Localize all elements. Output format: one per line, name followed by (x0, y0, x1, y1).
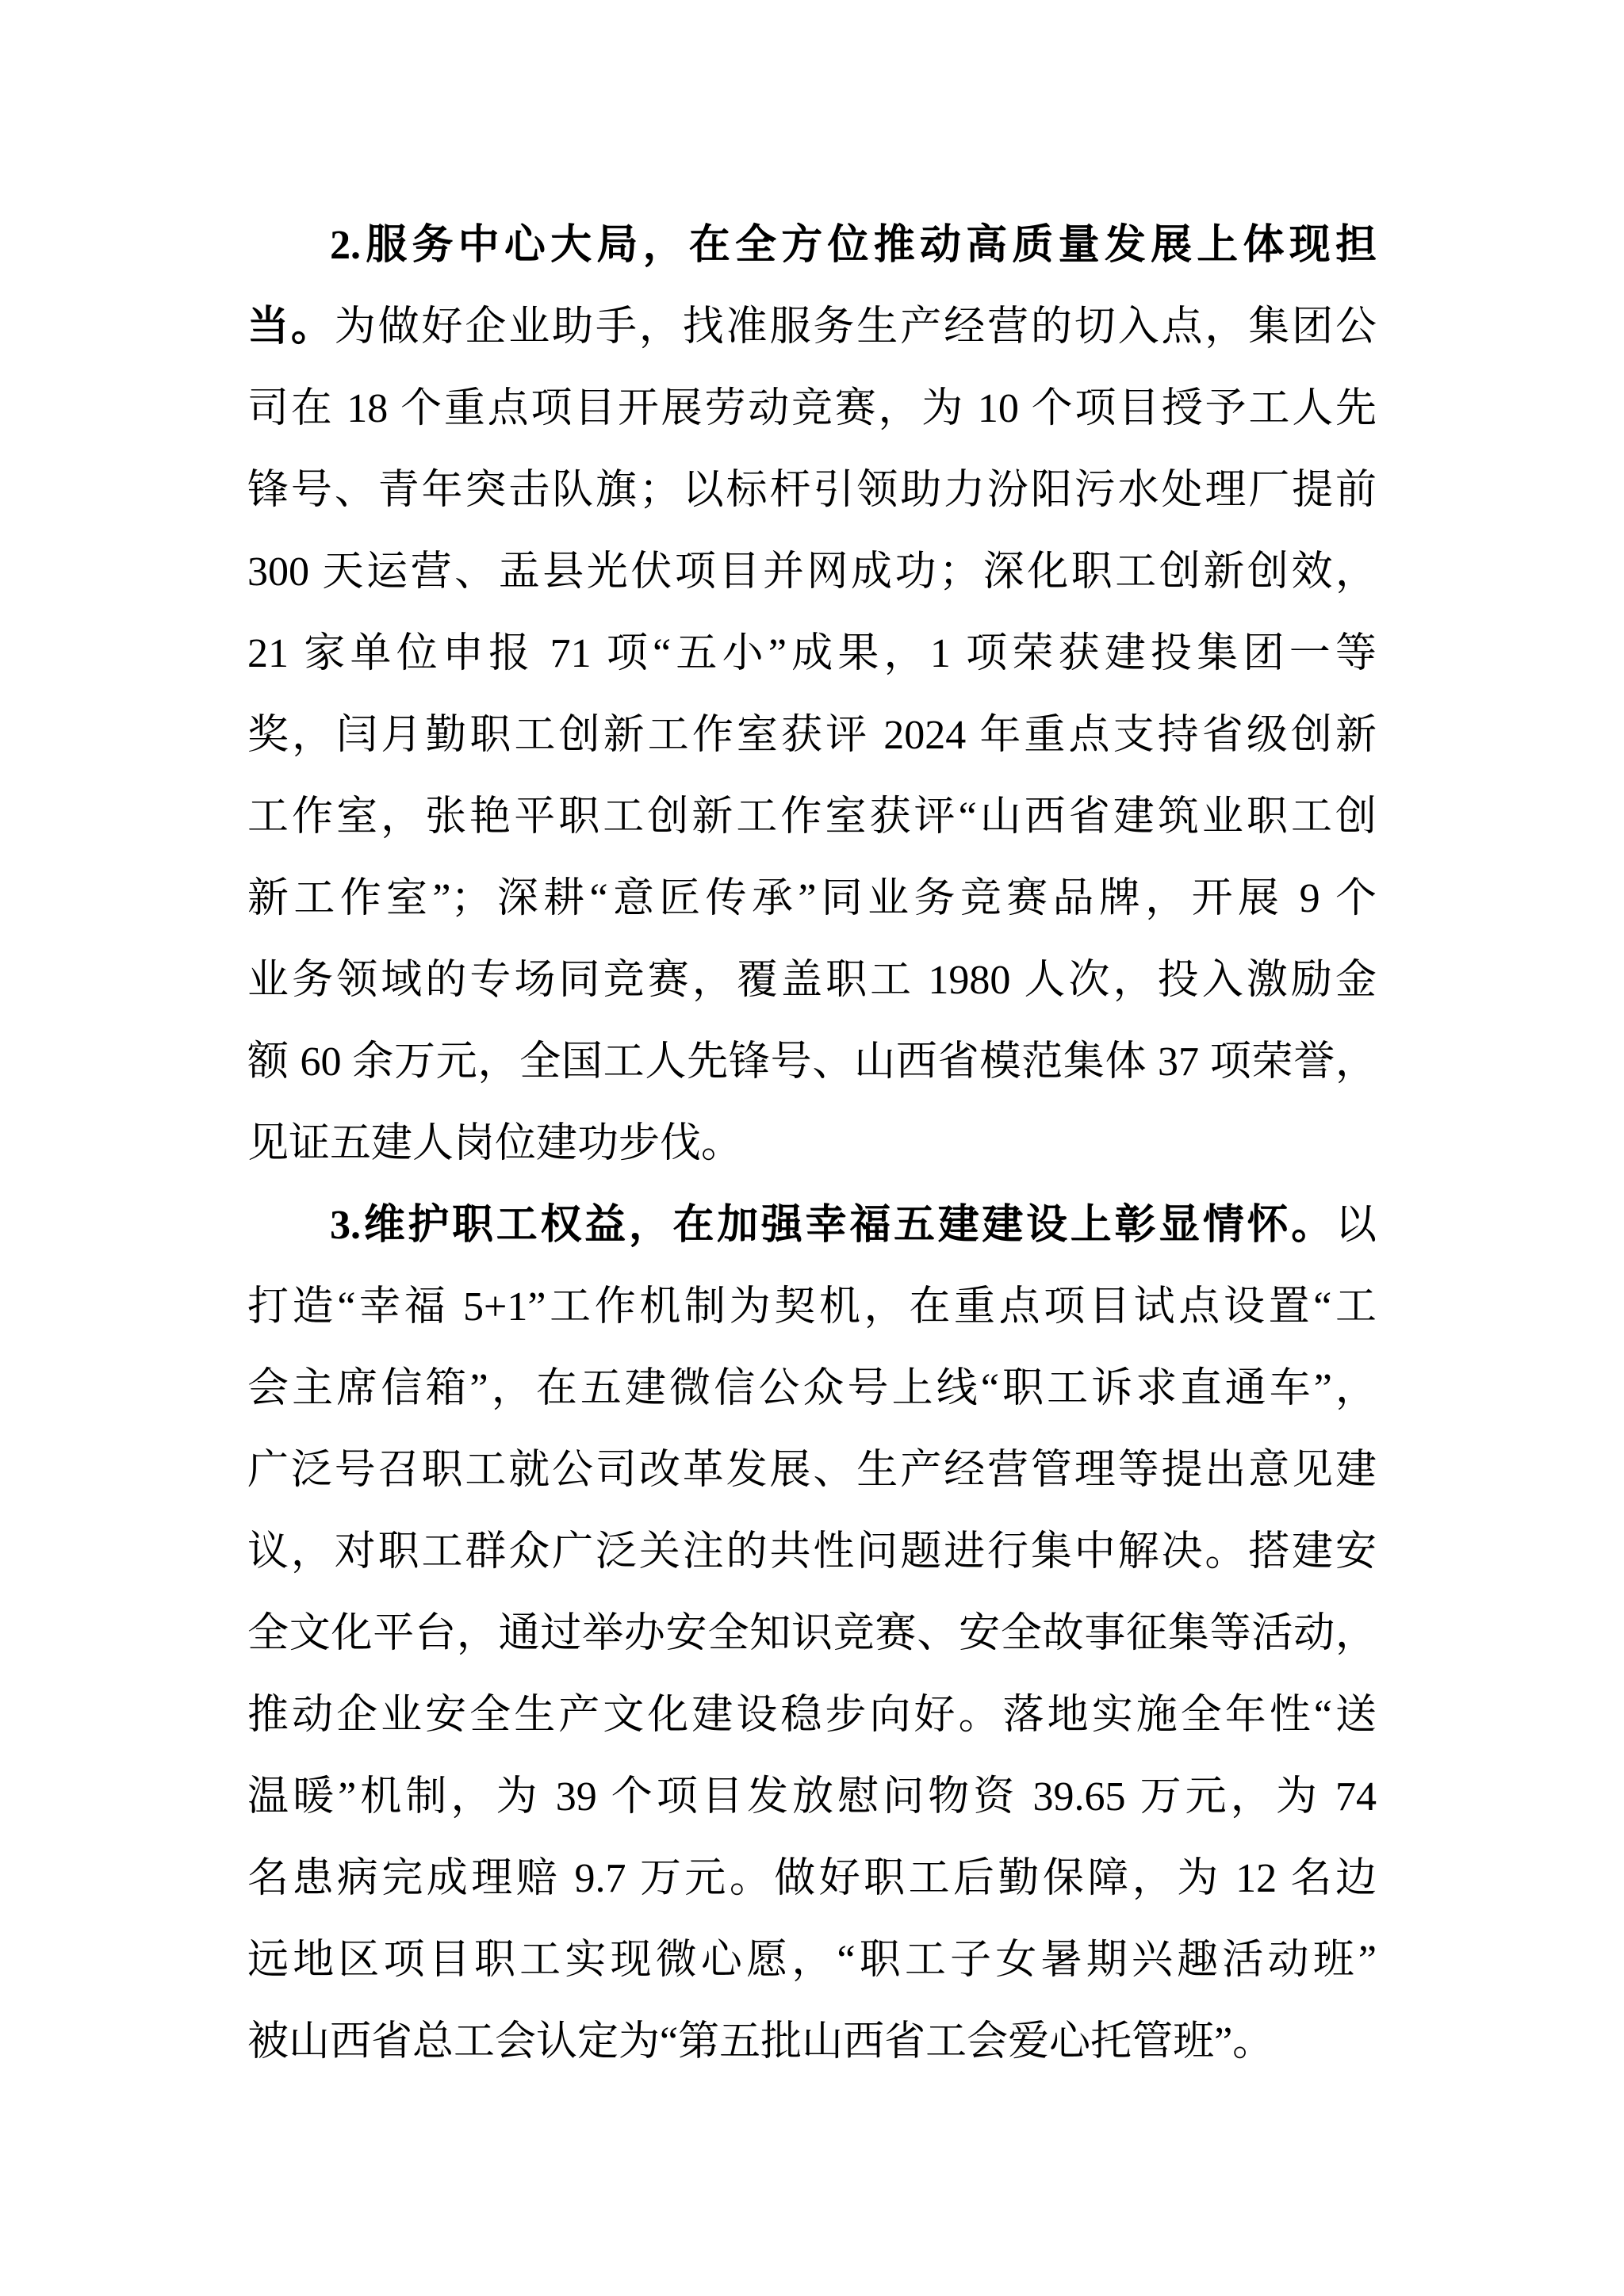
body-text-segment: 为做好企业助手，找准服务生产经营的切入点，集团公 (334, 304, 1377, 350)
text-line (247, 1511, 1377, 1593)
body-text-segment: 推动企业安全生产文化建设稳步向好。落地实施全年性“送 (247, 1693, 1377, 1738)
body-text-segment: 温暖”机制，为 39 个项目发放慰问物资 39.65 万元，为 74 (247, 1774, 1377, 1820)
text-line (247, 450, 1377, 531)
body-text-segment: 司在 18 个重点项目开展劳动竞赛，为 10 个项目授予工人先 (247, 386, 1377, 431)
text-line (247, 1756, 1377, 1838)
body-text-segment: 打造“幸福 5+1”工作机制为契机，在重点项目试点设置“工 (247, 1284, 1377, 1330)
body-text-segment: 锋号、青年突击队旗；以标杆引领助力汾阳污水处理厂提前 (247, 468, 1377, 513)
text-line (247, 695, 1377, 776)
text-line (247, 1429, 1377, 1511)
text-line (247, 1674, 1377, 1756)
body-text-segment: 300 天运营、盂县光伏项目并网成功；深化职工创新创效， (247, 549, 1377, 595)
body-text-segment: 议，对职工群众广泛关注的共性问题进行集中解决。搭建安 (247, 1529, 1377, 1575)
body-text-segment: 以 (1335, 1203, 1377, 1248)
document-body (247, 205, 1377, 2083)
body-text-segment: 新工作室”；深耕“意匠传承”同业务竞赛品牌，开展 9 个 (247, 876, 1377, 921)
heading-text-segment: 当。 (247, 304, 335, 350)
body-text-segment: 名患病完成理赔 9.7 万元。做好职工后勤保障，为 12 名边 (247, 1856, 1377, 1901)
text-line (247, 1838, 1377, 1919)
body-text-segment: 全文化平台，通过举办安全知识竞赛、安全故事征集等活动， (247, 1611, 1377, 1656)
text-line (247, 1103, 1377, 1184)
text-line (247, 613, 1377, 695)
text-line (247, 1266, 1377, 1348)
body-text-segment: 奖，闫月勤职工创新工作室获评 2024 年重点支持省级创新 (247, 713, 1377, 758)
text-line (247, 205, 1377, 286)
text-line (247, 1593, 1377, 1674)
body-text-segment: 工作室，张艳平职工创新工作室获评“山西省建筑业职工创 (247, 794, 1377, 840)
text-line (247, 1184, 1377, 1266)
body-text-segment: 被山西省总工会认定为“第五批山西省工会爱心托管班”。 (247, 2019, 1274, 2064)
body-text-segment: 会主席信箱”，在五建微信公众号上线“职工诉求直通车”， (247, 1366, 1377, 1411)
text-line (247, 368, 1377, 450)
body-text-segment: 业务领域的专场同竞赛，覆盖职工 1980 人次，投入激励金 (247, 958, 1377, 1003)
text-line (247, 286, 1377, 368)
text-line (247, 1348, 1377, 1429)
text-line (247, 858, 1377, 939)
body-text-segment: 远地区项目职工实现微心愿，“职工子女暑期兴趣活动班” (247, 1938, 1377, 1983)
body-text-segment: 广泛号召职工就公司改革发展、生产经营管理等提出意见建 (247, 1448, 1377, 1493)
text-line (247, 1021, 1377, 1103)
text-line (247, 531, 1377, 613)
heading-text-segment: 2.服务中心大局，在全方位推动高质量发展上体现担 (330, 223, 1377, 268)
text-line (247, 2001, 1377, 2083)
text-line (247, 939, 1377, 1021)
text-line (247, 1919, 1377, 2001)
body-text-segment: 21 家单位申报 71 项“五小”成果，1 项荣获建投集团一等 (247, 631, 1377, 676)
text-line (247, 776, 1377, 858)
body-text-segment: 见证五建人岗位建功步伐。 (247, 1121, 743, 1166)
body-text-segment: 额 60 余万元，全国工人先锋号、山西省模范集体 37 项荣誉， (247, 1039, 1377, 1085)
heading-text-segment: 3.维护职工权益，在加强幸福五建建设上彰显情怀。 (330, 1203, 1335, 1248)
